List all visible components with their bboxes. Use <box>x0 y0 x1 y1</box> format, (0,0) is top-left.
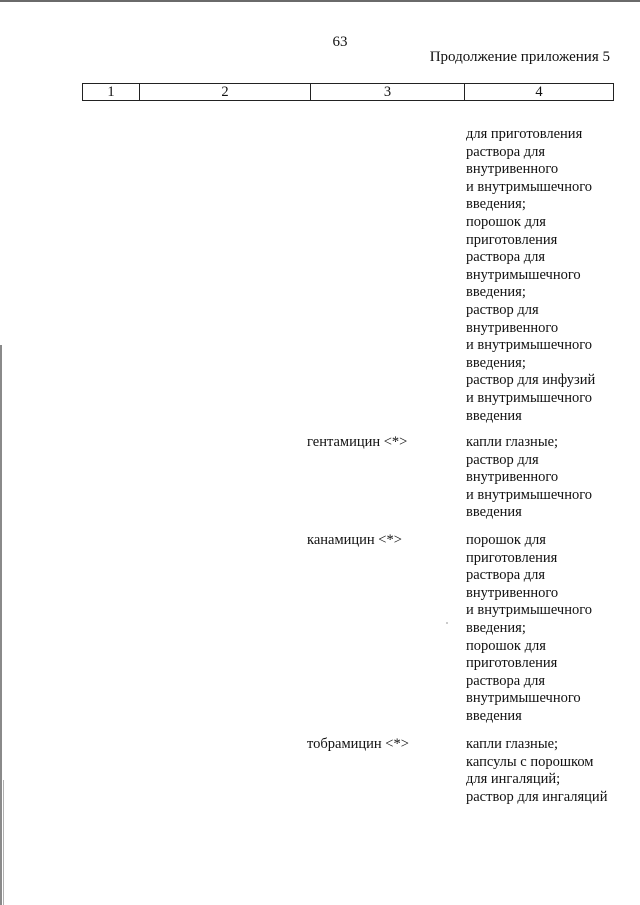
dosage-form-line: введения; <box>466 619 526 636</box>
dosage-form-line: и внутримышечного <box>466 337 593 354</box>
dosage-form-line: раствора для <box>466 249 546 266</box>
dosage-form-line: и внутримышечного <box>466 178 593 195</box>
drug-name-tobramycin: тобрамицин <*> <box>307 736 409 752</box>
dosage-form-line: приготовления <box>466 655 558 672</box>
dosage-form-line: раствор для <box>466 451 539 468</box>
dosage-form-line: для ингаляций; <box>466 771 561 788</box>
dosage-form-line: введения; <box>466 284 526 301</box>
dosage-form-line: внутримышечного <box>466 266 581 283</box>
dosage-form-line: приготовления <box>466 549 558 566</box>
dosage-form-line: для приготовления <box>466 126 583 142</box>
dosage-form-line: и внутримышечного <box>466 486 593 503</box>
dosage-form-line: и внутримышечного <box>466 602 593 619</box>
scan-edge-left-inner <box>3 780 4 905</box>
dosage-form-line: раствора для <box>466 143 546 160</box>
dosage-form-line: раствор для ингаляций <box>466 788 608 805</box>
dosage-form-line: внутривенного <box>466 469 559 486</box>
column-header-4: 4 <box>465 84 614 101</box>
dosage-form-line: и внутримышечного <box>466 389 593 406</box>
entry-0-forms <box>466 126 626 425</box>
dosage-form-line: капсулы с порошком <box>466 753 594 770</box>
page-number: 63 <box>332 34 348 50</box>
dosage-form-line: внутримышечного <box>466 690 581 707</box>
dosage-form-line: введения; <box>466 196 526 213</box>
dosage-form-line: введения <box>466 407 522 424</box>
dosage-form-line: порошок для <box>466 213 546 230</box>
column-header-row <box>83 84 614 101</box>
scan-speck <box>446 622 448 624</box>
dosage-form-line: введения; <box>466 354 526 371</box>
dosage-form-line: капли глазные; <box>466 434 559 450</box>
dosage-form-line: порошок для <box>466 637 546 654</box>
dosage-form-line: капли глазные; <box>466 736 559 752</box>
dosage-form-line: раствор для инфузий <box>466 372 596 389</box>
dosage-form-line: внутривенного <box>466 161 559 178</box>
dosage-form-line: раствора для <box>466 672 546 689</box>
dosage-form-line: введения <box>466 707 522 724</box>
dosage-form-line: раствор для <box>466 301 539 318</box>
dosage-form-line: внутривенного <box>466 319 559 336</box>
continuation-label: Продолжение приложения 5 <box>429 49 610 65</box>
dosage-form-line: внутривенного <box>466 584 559 601</box>
column-header-2: 2 <box>140 84 311 101</box>
scan-edge-top <box>0 0 640 2</box>
column-header-1: 1 <box>83 84 140 101</box>
entry-1-forms <box>466 434 626 522</box>
entry-2-forms <box>466 532 626 726</box>
dosage-form-line: порошок для <box>466 532 546 548</box>
dosage-form-line: раствора для <box>466 567 546 584</box>
dosage-form-line: приготовления <box>466 231 558 248</box>
dosage-form-line: введения <box>466 504 522 521</box>
entry-3-forms <box>466 736 626 806</box>
column-header-table <box>82 83 614 101</box>
drug-name-kanamycin: канамицин <*> <box>307 532 402 548</box>
drug-name-gentamicin: гентамицин <*> <box>307 434 408 450</box>
scan-edge-left <box>0 345 2 905</box>
column-header-3: 3 <box>311 84 465 101</box>
